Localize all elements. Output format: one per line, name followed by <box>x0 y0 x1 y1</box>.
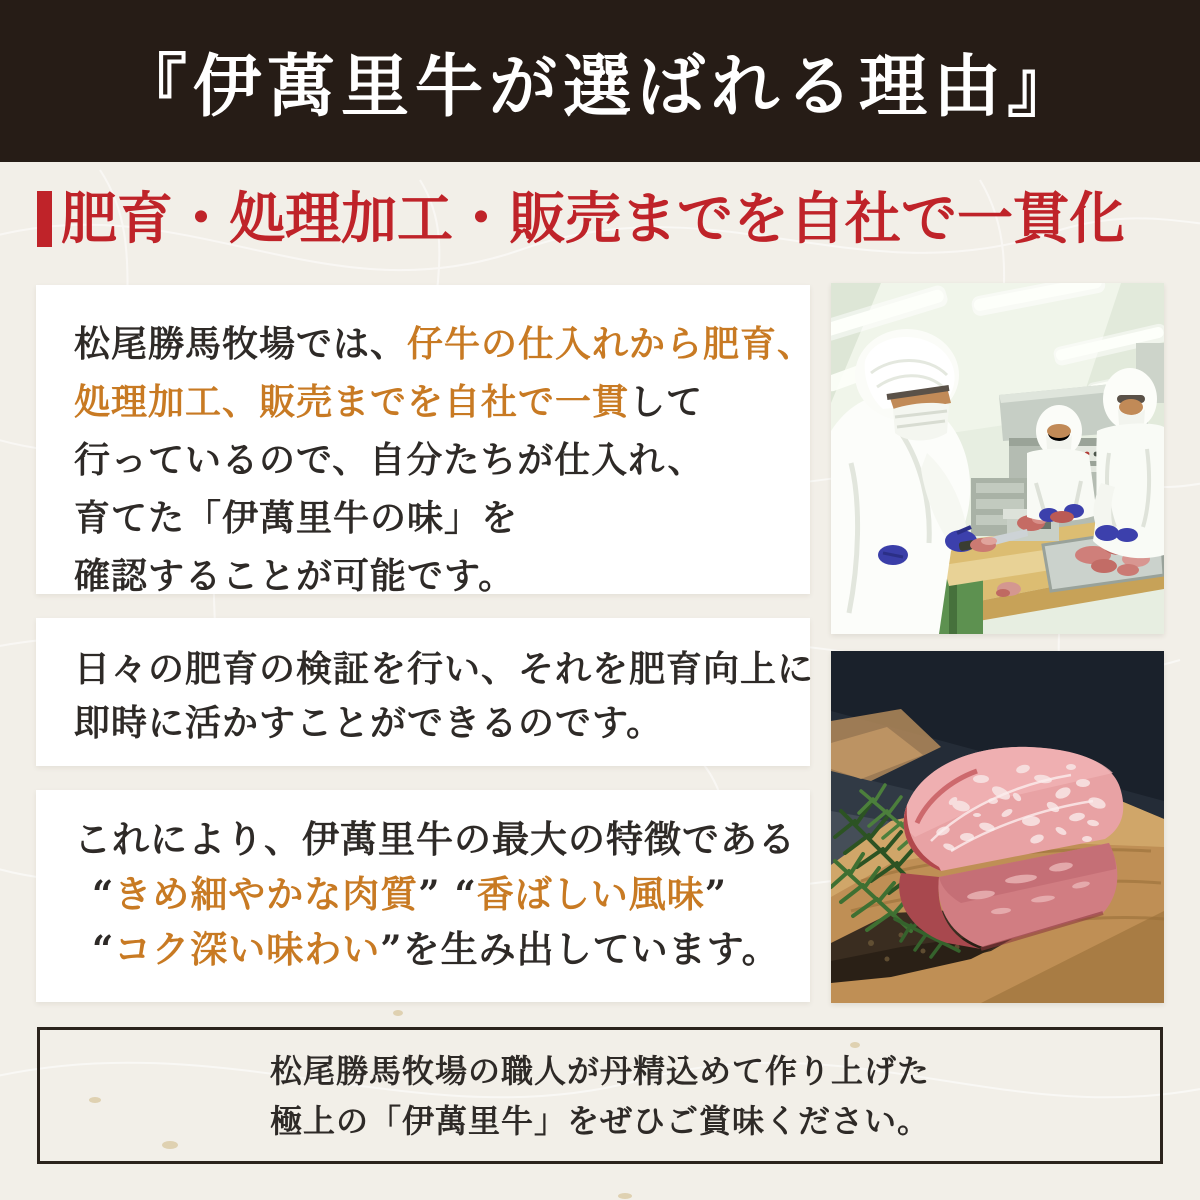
text-segment: して <box>629 381 704 423</box>
text-segment: 即時に活かすことができるのです。 <box>74 702 664 744</box>
text-line <box>74 431 810 489</box>
quote-mark: ” <box>704 872 728 916</box>
worker-right <box>1093 368 1164 558</box>
section-heading-text: 肥育・処理加工・販売までを自社で一貫化 <box>61 186 1125 252</box>
text-line <box>92 867 810 922</box>
closing-line: 松尾勝馬牧場の職人が丹精込めて作り上げた <box>269 1051 930 1090</box>
intro-text-box <box>36 285 815 597</box>
quote-mark: “ <box>92 927 115 971</box>
text-line <box>74 489 810 547</box>
beef-block <box>899 747 1123 949</box>
text-segment-highlight: コク深い味わい <box>114 927 381 971</box>
text-line <box>74 373 810 431</box>
closing-message-box <box>37 1027 1163 1164</box>
text-segment: これにより、伊萬里牛の最大の特徴である <box>74 817 796 861</box>
page-title: 『伊萬里牛が選ばれる理由』 <box>118 46 1081 127</box>
text-line <box>74 812 810 867</box>
text-line <box>74 315 815 373</box>
text-line <box>92 922 810 977</box>
text-line <box>74 547 810 605</box>
wagyu-beef-photo <box>831 651 1164 1003</box>
features-text-box <box>36 790 810 1002</box>
section-heading <box>37 186 1125 252</box>
quote-mark: ” <box>380 927 403 971</box>
quote-mark: “ <box>92 872 115 916</box>
text-segment: 行っているので、自分たちが仕入れ、 <box>74 439 705 481</box>
text-segment: を生み出しています。 <box>402 927 780 971</box>
text-segment-highlight: 処理加工、販売までを自社で一貫 <box>74 381 630 423</box>
text-line <box>74 696 810 750</box>
text-segment: 日々の肥育の検証を行い、それを肥育向上に <box>74 648 815 690</box>
text-segment: 育てた「伊萬里牛の味」を <box>74 497 519 539</box>
text-segment-highlight: 香ばしい風味 <box>476 872 705 916</box>
verification-text-box <box>36 618 815 766</box>
text-segment-highlight: 仔牛の仕入れから肥育、 <box>407 323 815 365</box>
text-line <box>74 642 815 696</box>
closing-line: 極上の「伊萬里牛」をぜひご賞味ください。 <box>269 1101 930 1140</box>
meat-processing-photo <box>831 283 1164 634</box>
red-accent-bar <box>37 191 52 247</box>
text-segment: 確認することが可能です。 <box>74 555 516 597</box>
quote-mark: ” “ <box>418 872 477 916</box>
text-segment-highlight: きめ細やかな肉質 <box>114 872 419 916</box>
text-segment: 松尾勝馬牧場では、 <box>74 323 408 365</box>
top-banner <box>0 0 1200 162</box>
